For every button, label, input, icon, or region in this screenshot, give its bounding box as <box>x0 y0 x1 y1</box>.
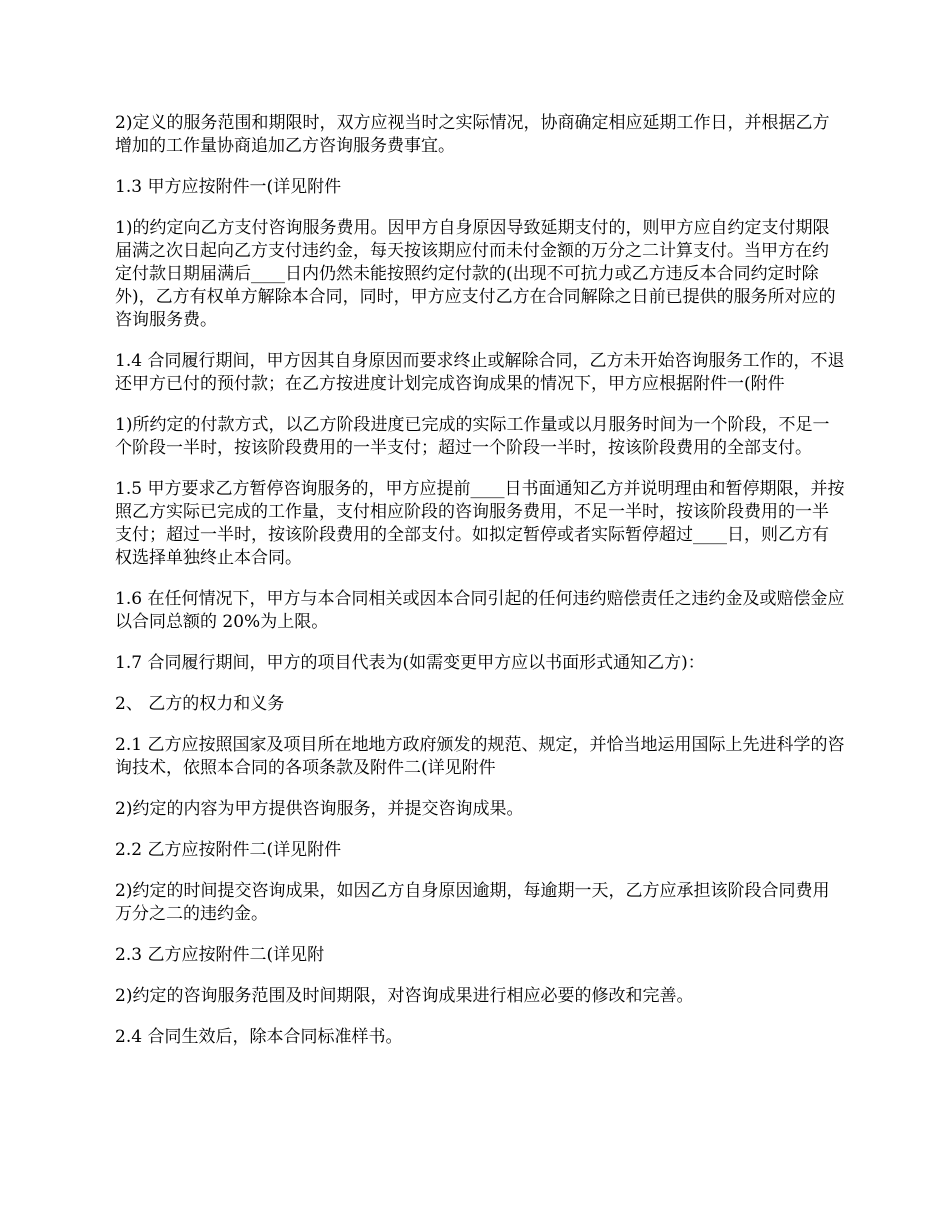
paragraph-10: 2.1 乙方应按照国家及项目所在地地方政府颁发的规范、规定，并恰当地运用国际上先进科学的咨询技术，依照本合同的各项条款及附件二(详见附件 <box>115 735 845 778</box>
paragraph-11: 2)约定的内容为甲方提供咨询服务，并提交咨询成果。 <box>115 799 524 819</box>
paragraph-16: 2.4 合同生效后，除本合同标准样书。 <box>115 1027 403 1047</box>
paragraph-1: 2)定义的服务范围和期限时，双方应视当时之实际情况，协商确定相应延期工作日，并根据乙方增加的工作量协商追加乙方咨询服务费事宜。 <box>115 113 830 156</box>
paragraph-12: 2.2 乙方应按附件二(详见附件 <box>115 840 342 860</box>
paragraph-13: 2)约定的时间提交咨询成果，如因乙方自身原因逾期，每逾期一天，乙方应承担该阶段合同费用万分之二的违约金。 <box>115 881 830 924</box>
paragraph-3: 1)的约定向乙方支付咨询服务费用。因甲方自身原因导致延期支付的，则甲方应自约定支付期限届满之次日起向乙方支付违约金，每天按该期应付而未付金额的万分之二计算支付。当甲方在约定付款日期届满后____日内仍然未能按照约定付款的(出现不可抗力或乙方违反本合同约定时除外)，乙方有权单方解除本合同，同时，甲方应支付乙方在合同解除之日前已提供的服务所对应的咨询服务费。 <box>115 218 836 330</box>
paragraph-7: 1.6 在任何情况下，甲方与本合同相关或因本合同引起的任何违约赔偿责任之违约金及或赔偿金应以合同总额的 20%为上限。 <box>115 589 845 632</box>
paragraph-8: 1.7 合同履行期间，甲方的项目代表为(如需变更甲方应以书面形式通知乙方)： <box>115 653 705 673</box>
paragraph-5: 1)所约定的付款方式，以乙方阶段进度已完成的实际工作量或以月服务时间为一个阶段，不足一个阶段一半时，按该阶段费用的一半支付；超过一个阶段一半时，按该阶段费用的全部支付。 <box>115 415 830 458</box>
paragraph-2: 1.3 甲方应按附件一(详见附件 <box>115 177 342 197</box>
section-heading: 2、 乙方的权力和义务 <box>115 694 285 714</box>
document-body <box>115 112 845 1067</box>
paragraph-6: 1.5 甲方要求乙方暂停咨询服务的，甲方应提前____日书面通知乙方并说明理由和暂停期限，并按照乙方实际已完成的工作量，支付相应阶段的咨询服务费用，不足一半时，按该阶段费用的一半支付；超过一半时，按该阶段费用的全部支付。如拟定暂停或者实际暂停超过____日，则乙方有权选择单独终止本合同。 <box>115 479 845 568</box>
paragraph-4: 1.4 合同履行期间，甲方因其自身原因而要求终止或解除合同，乙方未开始咨询服务工作的，不退还甲方已付的预付款；在乙方按进度计划完成咨询成果的情况下，甲方应根据附件一(附件 <box>115 351 845 394</box>
paragraph-14: 2.3 乙方应按附件二(详见附 <box>115 945 325 965</box>
paragraph-15: 2)约定的咨询服务范围及时间期限，对咨询成果进行相应必要的修改和完善。 <box>115 986 694 1006</box>
